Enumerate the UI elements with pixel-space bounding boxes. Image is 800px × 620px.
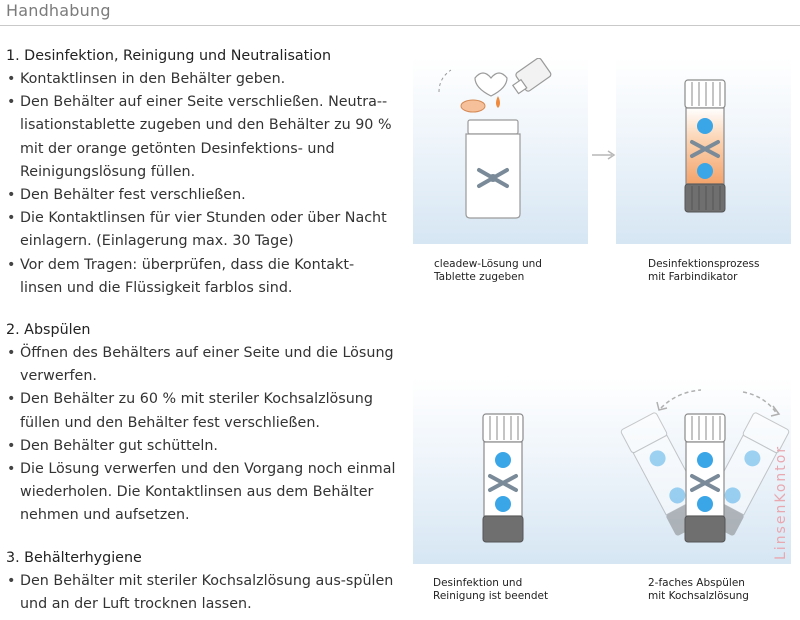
list-item: • Vor dem Tragen: überprüfen, dass die Kontakt-linsen und die Flüssigkeit farblos sind. <box>6 254 396 300</box>
list-item: • Die Kontaktlinsen für vier Stunden oder über Nacht einlagern. (Einlagerung max. 30 Tage) <box>6 207 396 253</box>
list-item: • Den Behälter auf einer Seite verschließen. Neutra-lisationstablette zugeben und den Behälter zu 90 % mit der orange getönten Desinfektions- und Reinigungslösung füllen. <box>6 91 396 184</box>
rinsing-illustration <box>413 378 791 564</box>
instructions-column <box>6 46 396 620</box>
figure-disinfection-process <box>616 58 791 244</box>
caption-line: Desinfektion und <box>433 577 523 589</box>
page-header <box>0 0 800 26</box>
list-item: • Den Behälter gut schütteln. <box>6 435 396 458</box>
list-item: • Kontaktlinsen in den Behälter geben. <box>6 68 396 91</box>
finished-container <box>483 414 523 542</box>
figure-rinsing <box>413 378 791 564</box>
caption-add-solution <box>434 258 542 284</box>
list-item: • Öffnen des Behälters auf einer Seite und die Lösung verwerfen. <box>6 342 396 388</box>
caption-line: 2-faches Abspülen <box>648 577 745 589</box>
list-item: • Die Lösung verwerfen und den Vorgang noch einmal wiederholen. Die Kontaktlinsen aus dem Behälter nehmen und aufsetzen. <box>6 458 396 528</box>
caption-line: Tablette zugeben <box>434 271 525 283</box>
list-item: • Den Behälter fest verschließen. <box>6 184 396 207</box>
caption-line: Reinigung ist beendet <box>433 590 549 602</box>
caption-disinfection-process <box>648 258 760 284</box>
caption-line: mit Kochsalzlösung <box>648 590 749 602</box>
watermark: LinsenKontor <box>773 444 789 560</box>
section-heading: 2. Abspülen <box>6 322 91 339</box>
section-disinfection <box>6 46 396 300</box>
caption-line: cleadew-Lösung und <box>434 258 542 270</box>
section-container-hygiene <box>6 548 396 616</box>
caption-line: mit Farbindikator <box>648 271 738 283</box>
page-title: Handhabung <box>6 1 111 20</box>
container-with-tablet-illustration <box>413 58 588 244</box>
section-heading: 1. Desinfektion, Reinigung und Neutralisation <box>6 48 332 64</box>
figure-add-solution <box>413 58 588 244</box>
bullet-list <box>6 570 396 616</box>
list-item: • Den Behälter mit steriler Kochsalzlösung aus-spülen und an der Luft trocknen lassen. <box>6 570 396 616</box>
bullet-list <box>6 342 396 528</box>
section-heading: 3. Behälterhygiene <box>6 549 142 566</box>
caption-rinsing <box>648 577 749 603</box>
caption-finished <box>433 577 548 603</box>
rinsing-container <box>685 414 725 542</box>
container-color-indicator-illustration <box>616 58 791 244</box>
arrow-right-icon <box>590 150 618 160</box>
section-rinsing <box>6 320 396 528</box>
caption-line: Desinfektionsprozess <box>648 258 760 270</box>
bullet-list <box>6 68 396 300</box>
list-item: • Den Behälter zu 60 % mit steriler Kochsalzlösung füllen und den Behälter fest verschließen. <box>6 388 396 434</box>
